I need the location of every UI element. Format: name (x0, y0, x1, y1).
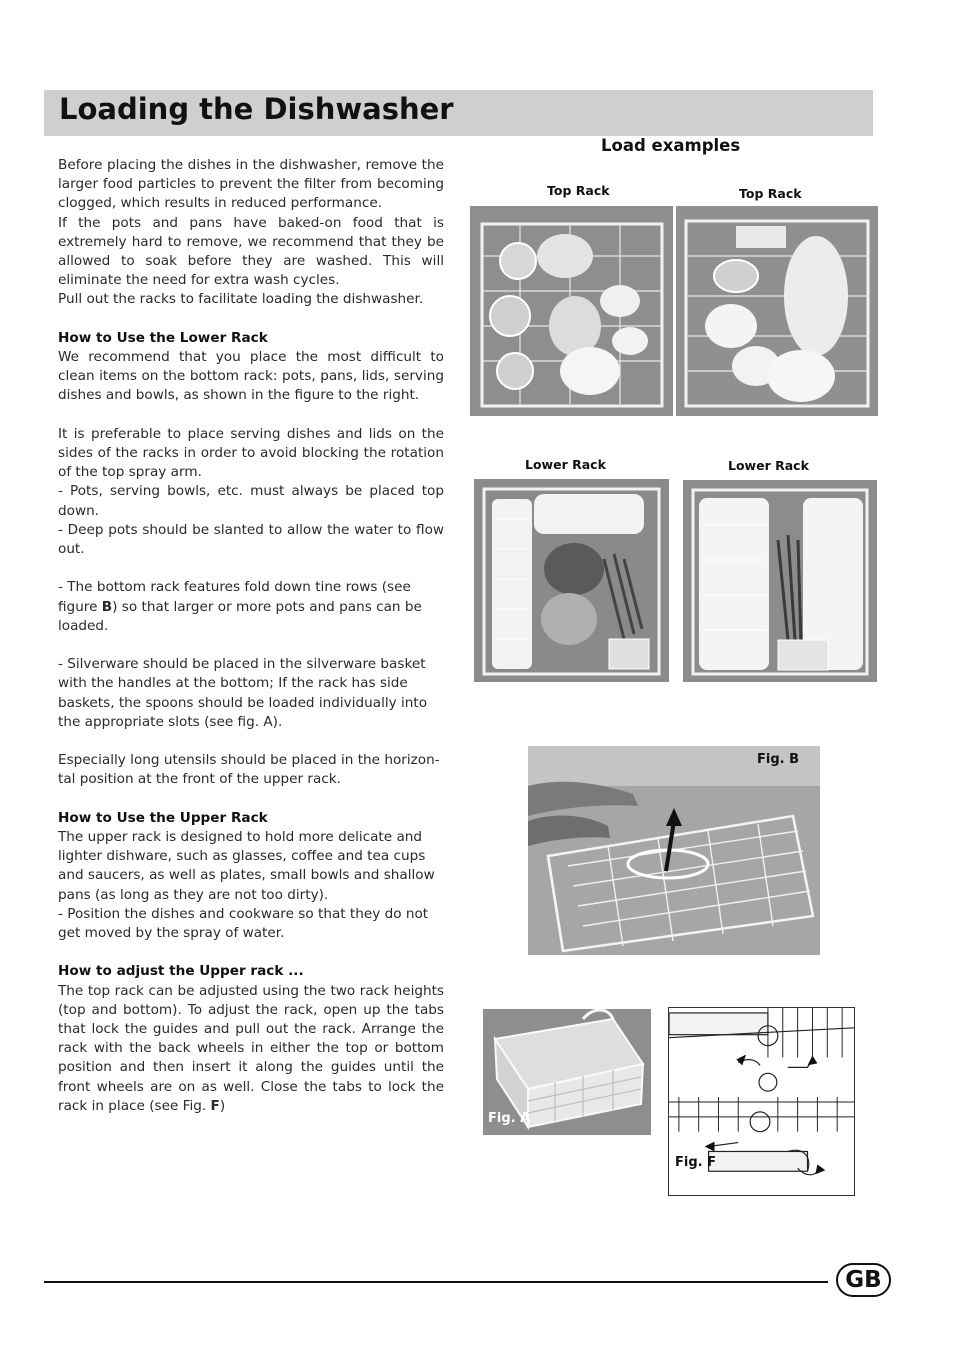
upper-rack-paragraph-1: The upper rack is designed to hold more delicate and lighter dishware, such as glasses, coffee and tea cups and saucers, as well as plates, small bowls and shallow pans (as long as they are not too dirty). (58, 829, 435, 903)
lower-rack-paragraph-3: - Pots, serving bowls, etc. must always be placed top down. (58, 483, 444, 519)
top-rack-photo-2 (676, 206, 878, 416)
top-rack-photo-1 (470, 206, 673, 416)
page-title: Loading the Dishwasher (59, 92, 454, 126)
figure-b-photo (528, 746, 820, 955)
lower-rack-paragraph-6: - Silverware should be placed in the silverware basket with the handles at the bottom; If the rack has side baskets, the spoons should be loaded individually into the appropriate slots (see fig. A). (58, 656, 428, 730)
intro-paragraph-1: Before placing the dishes in the dishwasher, remove the larger food particles to prevent the filter from becoming clogged, which results in reduced performance. (58, 157, 444, 212)
lower-rack-paragraph-7: Especially long utensils should be placed in the horizon-tal position at the front of the upper rack. (58, 752, 440, 788)
footer-rule (44, 1281, 828, 1283)
lower-rack-photo-2 (683, 480, 877, 682)
lower-rack-paragraph-4: - Deep pots should be slanted to allow the water to flow out. (58, 521, 444, 558)
figure-a-label: Fig. A (488, 1111, 531, 1126)
load-examples-title: Load examples (601, 136, 741, 155)
caption-top-rack-1: Top Rack (547, 183, 610, 198)
adjust-heading: How to adjust the Upper rack ... (58, 963, 304, 980)
adjust-paragraph: The top rack can be adjusted using the two rack heights (top and bottom). To adjust the rack, open up the tabs that lock the guides and pull out the rack. Arrange the rack with the back wheels in either the top or bottom position and then insert it along the guides until the front wheels are on as well. Close the tabs to lock the rack in place (see Fig. F) (58, 982, 444, 1114)
upper-rack-heading: How to Use the Upper Rack (58, 809, 268, 826)
lower-rack-paragraph-5: - The bottom rack features fold down tine rows (see figure B) so that larger or more pots and pans can be loaded. (58, 579, 422, 634)
language-badge: GB (836, 1263, 891, 1297)
intro-paragraph-2: If the pots and pans have baked-on food that is extremely hard to remove, we recommend that they be allowed to soak before they are washed. This will eliminate the need for extra wash cycles. (58, 214, 444, 289)
figure-f-label: Fig. F (675, 1155, 716, 1170)
lower-rack-heading: How to Use the Lower Rack (58, 329, 268, 346)
intro-paragraph-3: Pull out the racks to facilitate loading the dishwasher. (58, 291, 424, 308)
caption-lower-rack-1: Lower Rack (525, 457, 606, 472)
caption-top-rack-2: Top Rack (739, 186, 802, 201)
title-bar (44, 90, 873, 136)
figure-b-label: Fig. B (757, 752, 800, 767)
lower-rack-photo-1 (474, 479, 669, 682)
lower-rack-paragraph-2: It is preferable to place serving dishes and lids on the sides of the racks in order to avoid blocking the rotation of the top spray arm. (58, 425, 444, 481)
lower-rack-paragraph-1: We recommend that you place the most difficult to clean items on the bottom rack: pots, pans, lids, serving dishes and bowls, as shown in the figure to the right. (58, 349, 444, 404)
body-text-column (58, 156, 444, 1116)
upper-rack-paragraph-2: - Position the dishes and cookware so that they do not get moved by the spray of water. (58, 905, 429, 942)
caption-lower-rack-2: Lower Rack (728, 458, 809, 473)
